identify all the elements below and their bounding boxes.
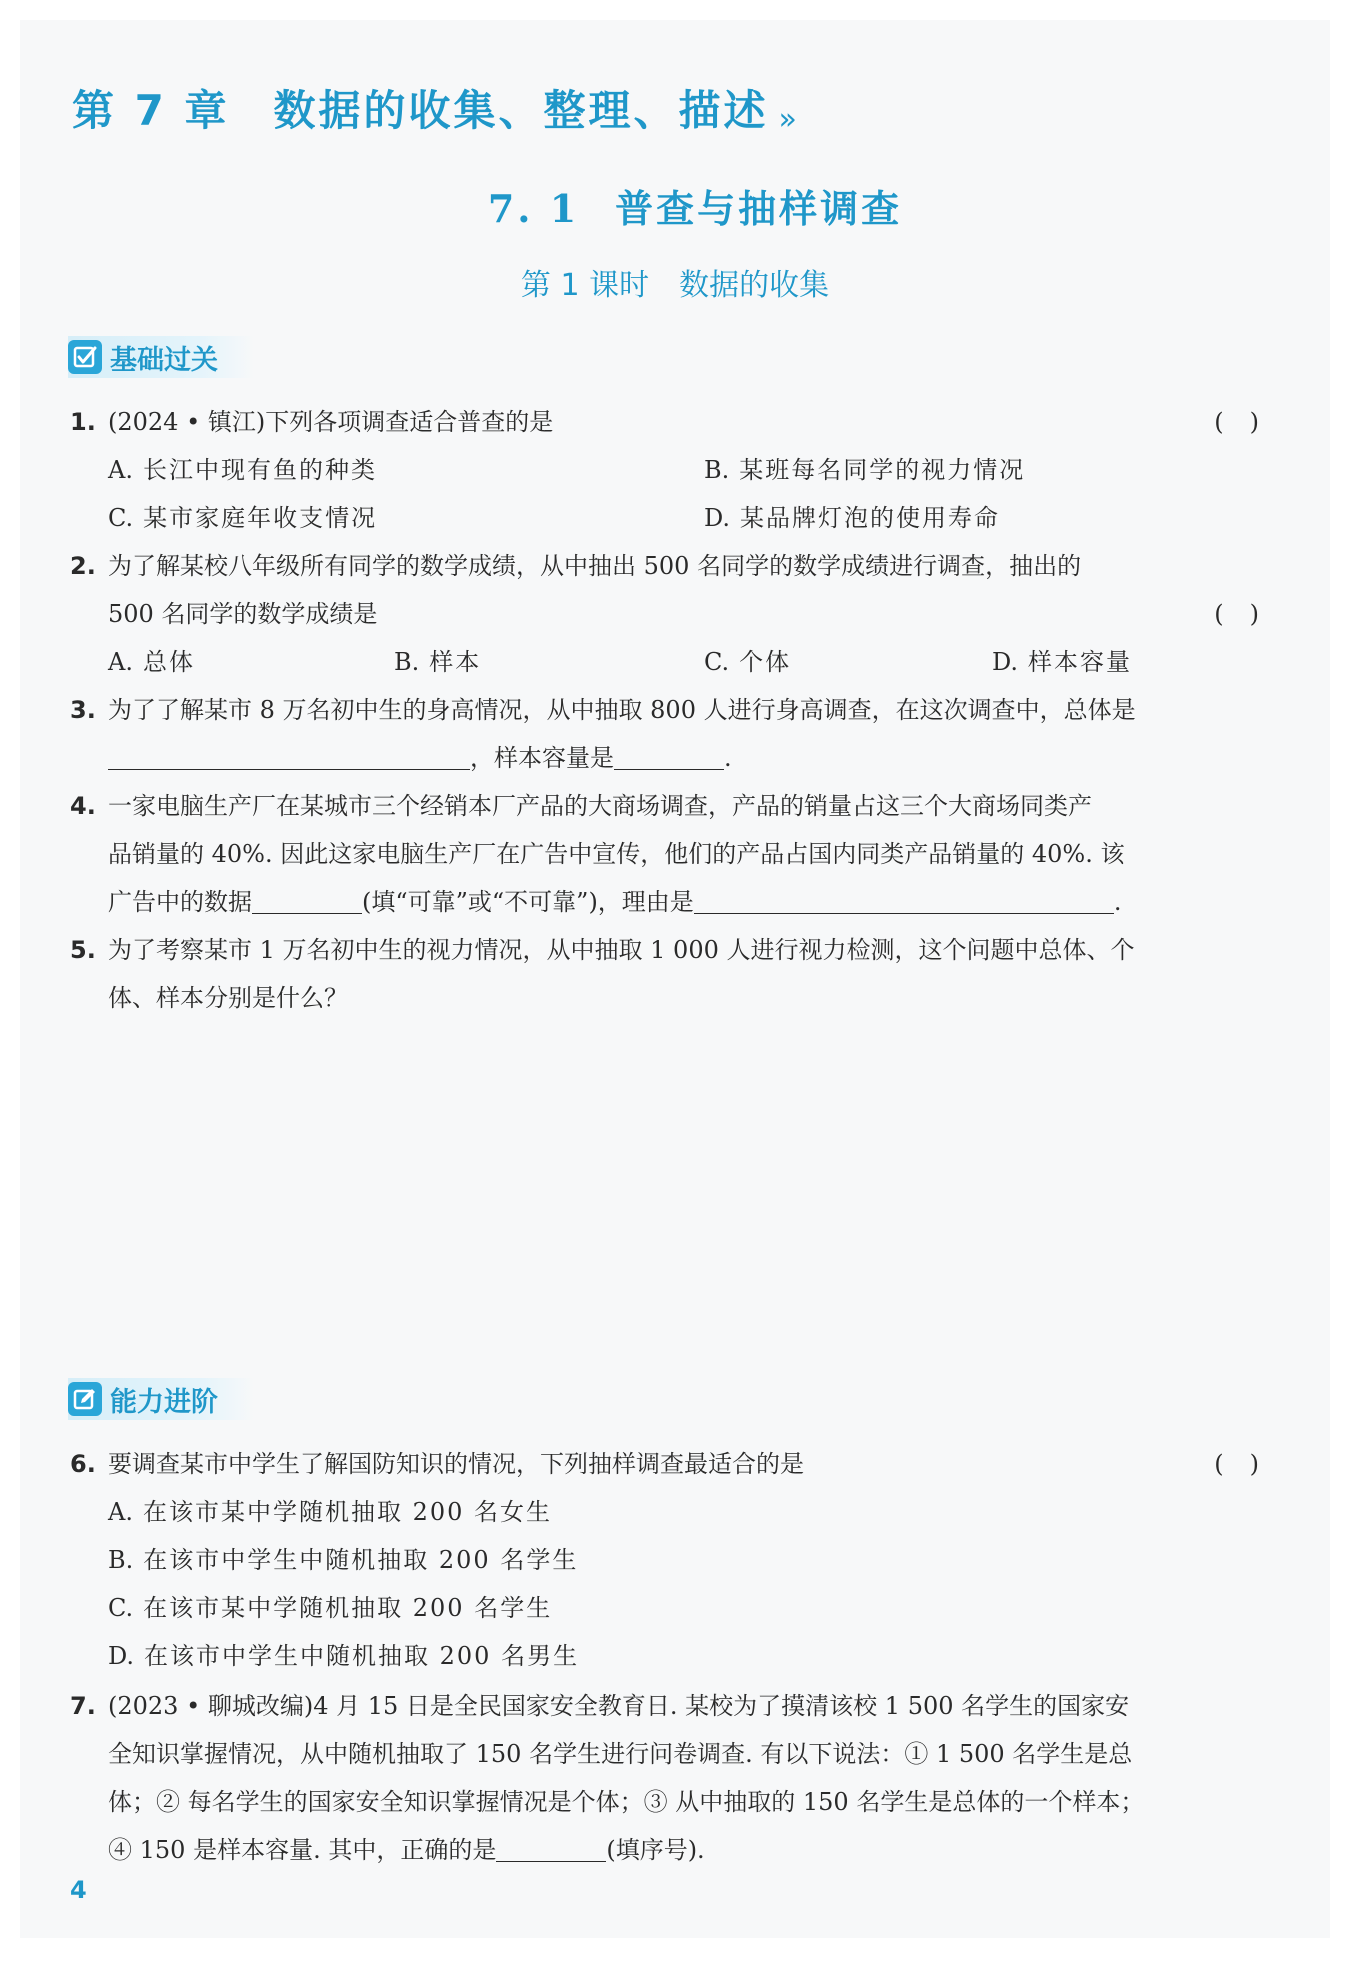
question-text: (2023 • 聊城改编)4 月 15 日是全民国家安全教育日. 某校为了摸清该校 1 500 名学生的国家安 [108, 1692, 1130, 1720]
answer-paren[interactable]: () [1214, 1450, 1285, 1478]
option-a: A. 在该市某中学随机抽取 200 名女生 [108, 1498, 553, 1526]
workbook-page [20, 20, 1330, 1938]
section-number: 7. 1 [487, 186, 580, 231]
question-7 [70, 1682, 1285, 1874]
question-number: 5. [70, 936, 96, 964]
question-5 [70, 926, 1285, 1022]
question-6 [70, 1440, 1285, 1680]
section-name: 普查与抽样调查 [615, 186, 903, 231]
blank-reason[interactable] [694, 883, 1114, 914]
option-d: D. 在该市中学生中随机抽取 200 名男生 [108, 1642, 580, 1670]
chapter-number: 第 7 章 [72, 86, 230, 135]
question-number: 1. [70, 408, 96, 436]
basic-block-header [68, 336, 254, 378]
blank-reliability[interactable] [252, 883, 362, 914]
question-text: (2024 • 镇江)下列各项调查适合普查的是 [108, 408, 554, 436]
question-text: 要调查某市中学生了解国防知识的情况，下列抽样调查最适合的是 [108, 1450, 804, 1478]
question-text: 为了了解某市 8 万名初中生的身高情况，从中抽取 800 人进行身高调查，在这次调查中，总体是 [108, 696, 1136, 724]
question-text: 为了考察某市 1 万名初中生的视力情况，从中抽取 1 000 人进行视力检测，这个问题中总体、个 [108, 936, 1135, 964]
chapter-name: 数据的收集、整理、描述 [273, 86, 769, 135]
option-c: C. 个体 [704, 648, 792, 676]
question-text: 体；② 每名学生的国家安全知识掌握情况是个体；③ 从中抽取的 150 名学生是总体的一个样本； [108, 1788, 1145, 1816]
question-text: 品销量的 40%. 因此这家电脑生产厂在广告中宣传，他们的产品占国内同类产品销量的 40%. 该 [108, 840, 1125, 868]
chapter-title [72, 78, 800, 138]
question-text: 广告中的数据 (填“可靠”或“不可靠”)，理由是 . [108, 878, 1121, 926]
question-4 [70, 782, 1285, 926]
question-text: 500 名同学的数学成绩是 [108, 600, 378, 628]
question-number: 7. [70, 1692, 96, 1720]
question-number: 3. [70, 696, 96, 724]
question-text: ，样本容量是 . [108, 734, 732, 782]
question-text: 全知识掌握情况，从中随机抽取了 150 名学生进行问卷调查. 有以下说法：① 1 500 名学生是总 [108, 1740, 1133, 1768]
answer-paren[interactable]: () [1214, 600, 1285, 628]
double-chevron-icon: » [778, 102, 800, 137]
option-d: D. 某品牌灯泡的使用寿命 [704, 504, 1001, 532]
edit-icon [68, 1382, 102, 1416]
advanced-block-header [68, 1378, 254, 1420]
advanced-block-title: 能力进阶 [110, 1386, 218, 1418]
answer-paren[interactable]: () [1214, 408, 1285, 436]
lesson-title [20, 260, 1330, 304]
option-b: B. 某班每名同学的视力情况 [704, 456, 1026, 484]
basic-block-title: 基础过关 [110, 344, 218, 376]
section-title [20, 178, 1330, 233]
option-b: B. 样本 [394, 648, 482, 676]
option-c: C. 某市家庭年收支情况 [108, 504, 378, 532]
blank-population[interactable] [108, 739, 470, 770]
question-3 [70, 686, 1285, 782]
question-text: 体、样本分别是什么？ [108, 984, 348, 1012]
checkbox-icon [68, 340, 102, 374]
question-text: 一家电脑生产厂在某城市三个经销本厂产品的大商场调查，产品的销量占这三个大商场同类产 [108, 792, 1092, 820]
lesson-name: 数据的收集 [679, 268, 830, 303]
option-b: B. 在该市中学生中随机抽取 200 名学生 [108, 1546, 579, 1574]
option-a: A. 总体 [108, 648, 195, 676]
lesson-number: 第 1 课时 [520, 268, 650, 303]
question-text: 为了解某校八年级所有同学的数学成绩，从中抽出 500 名同学的数学成绩进行调查，抽出的 [108, 552, 1082, 580]
question-number: 2. [70, 552, 96, 580]
blank-answer[interactable] [496, 1831, 606, 1862]
question-2 [70, 542, 1285, 686]
question-number: 4. [70, 792, 96, 820]
option-d: D. 样本容量 [992, 648, 1133, 676]
page-number: 4 [70, 1876, 87, 1904]
option-c: C. 在该市某中学随机抽取 200 名学生 [108, 1594, 553, 1622]
option-a: A. 长江中现有鱼的种类 [108, 456, 377, 484]
question-1 [70, 398, 1285, 542]
question-text: ④ 150 是样本容量. 其中，正确的是 (填序号). [108, 1826, 705, 1874]
question-number: 6. [70, 1450, 96, 1478]
blank-sample-size[interactable] [614, 739, 724, 770]
